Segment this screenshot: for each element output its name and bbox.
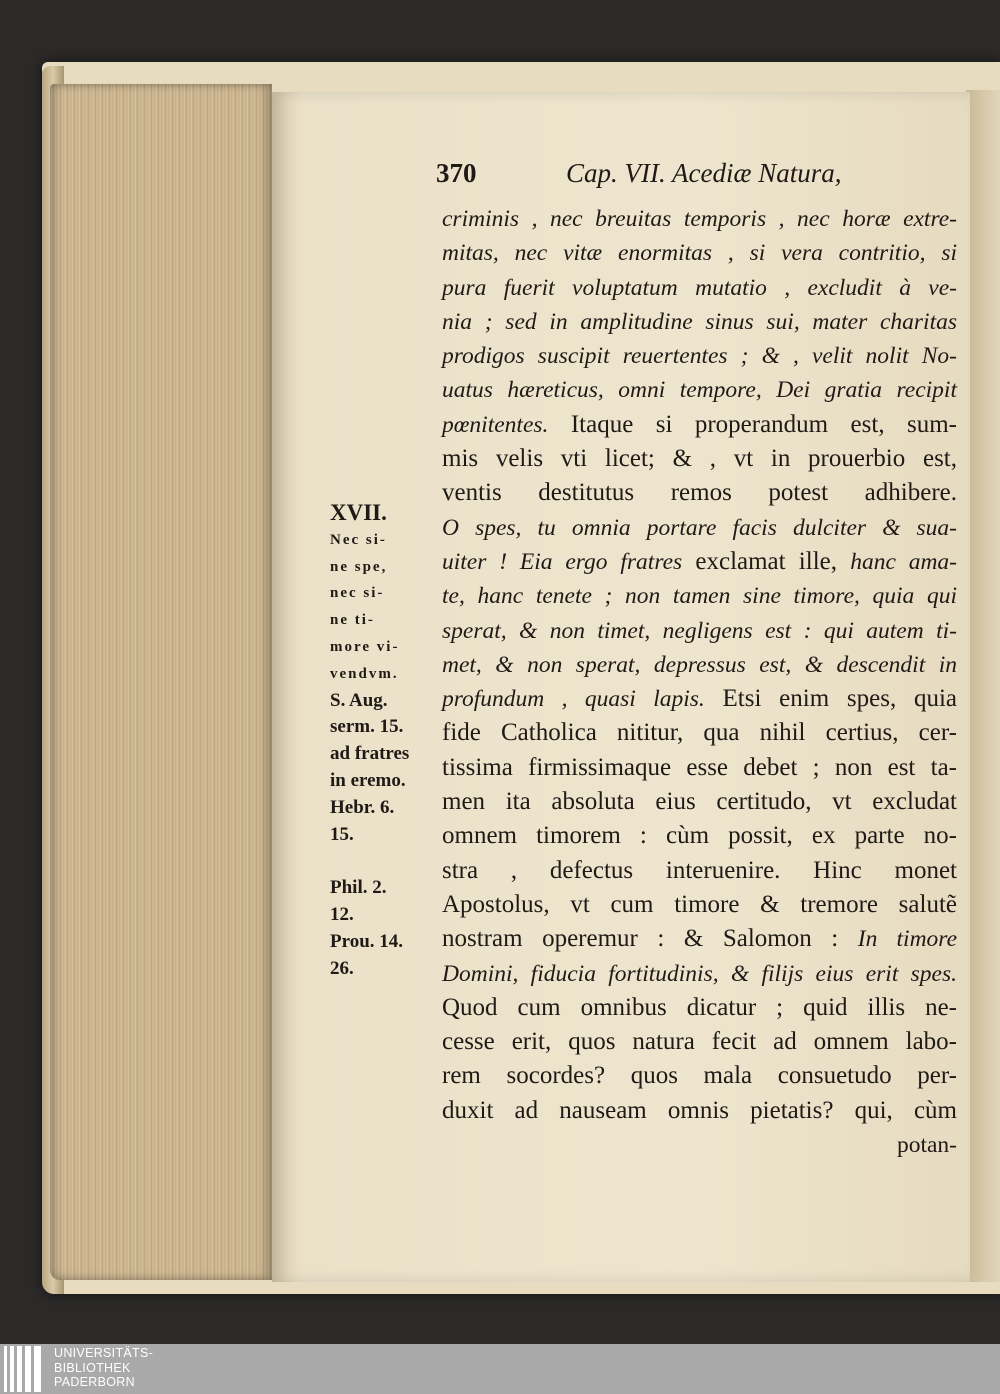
- section-title: [330, 527, 435, 688]
- text-line: [442, 1094, 957, 1128]
- section-title-line: ne spe,: [330, 558, 388, 575]
- text-line: [442, 682, 957, 716]
- text-line: [442, 236, 957, 270]
- citation-line: ad fratres: [330, 743, 410, 765]
- italic-text: hanc ama-: [850, 548, 957, 575]
- italic-text: pura fuerit voluptatum mutatio , excludit à ve-: [442, 274, 957, 301]
- citation-line: Hebr. 6.: [330, 796, 395, 818]
- citation-line: serm. 15.: [330, 716, 404, 738]
- italic-text: nia ; sed in amplitudine sinus sui, mater charitas: [442, 308, 957, 335]
- roman-text: Apostolus, vt cum timore & tremore salutẽ: [442, 890, 957, 918]
- text-line: [442, 716, 957, 750]
- section-title-line: ne ti-: [330, 612, 375, 629]
- text-line: [442, 373, 957, 407]
- section-title-line: vendvm.: [330, 665, 399, 682]
- italic-text: In timore: [857, 926, 958, 953]
- body-text: [442, 202, 957, 1162]
- roman-text: rem socordes? quos mala consuetudo per-: [442, 1062, 957, 1090]
- roman-text: Quod cum omnibus dicatur ; quid illis ne-: [442, 993, 957, 1021]
- citations: [330, 688, 435, 983]
- running-title: Cap. VII. Acediæ Natura,: [566, 158, 842, 188]
- italic-text: O spes, tu omnia portare facis dulciter & sua-: [442, 514, 957, 541]
- text-line: [442, 579, 957, 613]
- italic-text: prodigos suscipit reuertentes ; & , velit nolit No-: [442, 343, 957, 370]
- roman-text: stra , defectus interuenire. Hinc monet: [442, 856, 957, 884]
- text-line: [442, 511, 957, 545]
- text-line: [442, 545, 957, 579]
- italic-text: met, & non sperat, depressus est, & descendit in: [442, 651, 957, 678]
- facing-page-edge: [966, 90, 1000, 1282]
- roman-text: cesse erit, quos natura fecit ad omnem labo-: [442, 1028, 957, 1056]
- marginalia: [330, 500, 435, 982]
- text-line: [442, 751, 957, 785]
- roman-text: duxit ad nauseam omnis pietatis? qui, cùm: [442, 1096, 957, 1124]
- text-line: [442, 1025, 957, 1059]
- roman-text: ventis destitutus remos potest adhibere.: [442, 479, 957, 507]
- library-name: UNIVERSITÄTS- BIBLIOTHEK PADERBORN: [54, 1346, 154, 1389]
- citation-line: Prou. 14.: [330, 930, 404, 952]
- page-header: [436, 158, 956, 198]
- citation-line: 12.: [330, 903, 354, 925]
- roman-text: tissima firmissimaque esse debet ; non est ta-: [442, 753, 957, 781]
- citation-line: S. Aug.: [330, 689, 388, 711]
- catchword: potan-: [896, 1132, 957, 1159]
- italic-text: uatus hæreticus, omni tempore, Dei gratia recipit: [442, 377, 957, 404]
- text-line: [442, 1059, 957, 1093]
- text-line: [442, 442, 957, 476]
- roman-text: omnem timorem : cùm possit, ex parte no-: [442, 822, 957, 850]
- section-title-line: Nec si-: [330, 531, 387, 548]
- section-title-line: more vi-: [330, 638, 400, 655]
- text-line: [442, 202, 957, 236]
- citation-line: 26.: [330, 957, 354, 979]
- text-line: [442, 476, 957, 510]
- roman-text: Etsi enim spes, quia: [704, 685, 957, 713]
- italic-text: uiter ! Eia ergo fratres: [442, 548, 683, 575]
- roman-text: mis velis vti licet; & , vt in prouerbio est,: [442, 445, 957, 473]
- library-logo-icon: [4, 1346, 42, 1392]
- library-footer: [0, 1344, 1000, 1394]
- italic-text: sperat, & non timet, negligens est : qui autem ti-: [442, 617, 957, 644]
- italic-text: criminis , nec breuitas temporis , nec horæ extre-: [442, 206, 957, 232]
- text-line: [442, 785, 957, 819]
- text-line: [442, 922, 957, 956]
- roman-text: Itaque si properandum est, sum-: [548, 410, 957, 438]
- italic-text: pœnitentes.: [442, 411, 549, 438]
- page-block-edge: [50, 84, 272, 1280]
- roman-text: men ita absoluta eius certitudo, vt excludat: [442, 788, 957, 816]
- roman-text: nostram operemur : & Salomon :: [442, 925, 858, 953]
- roman-text: exclamat ille,: [682, 547, 851, 575]
- text-line: [442, 991, 957, 1025]
- citation-line: 15.: [330, 823, 354, 845]
- text-line: [442, 271, 957, 305]
- citation-line: Phil. 2.: [330, 877, 387, 899]
- citation-line: [330, 848, 435, 875]
- page-number: 370: [436, 158, 477, 188]
- text-line: [442, 339, 957, 373]
- italic-text: profundum , quasi lapis.: [442, 686, 705, 713]
- roman-text: fide Catholica nititur, qua nihil certius, cer-: [442, 719, 957, 747]
- text-line: [442, 854, 957, 888]
- section-title-line: nec si-: [330, 585, 385, 602]
- italic-text: Domini, fiducia fortitudinis, & filijs eius erit spes.: [442, 960, 957, 987]
- text-line: [442, 648, 957, 682]
- italic-text: mitas, nec vitæ enormitas , si vera contritio, si: [442, 240, 957, 267]
- text-line: [442, 888, 957, 922]
- text-line: [442, 614, 957, 648]
- italic-text: te, hanc tenete ; non tamen sine timore, quia qui: [442, 583, 957, 610]
- text-line: [442, 957, 957, 991]
- section-number: XVII.: [330, 500, 387, 525]
- citation-line: in eremo.: [330, 769, 406, 791]
- text-line: [442, 819, 957, 853]
- text-line: [442, 408, 957, 442]
- text-line: [442, 305, 957, 339]
